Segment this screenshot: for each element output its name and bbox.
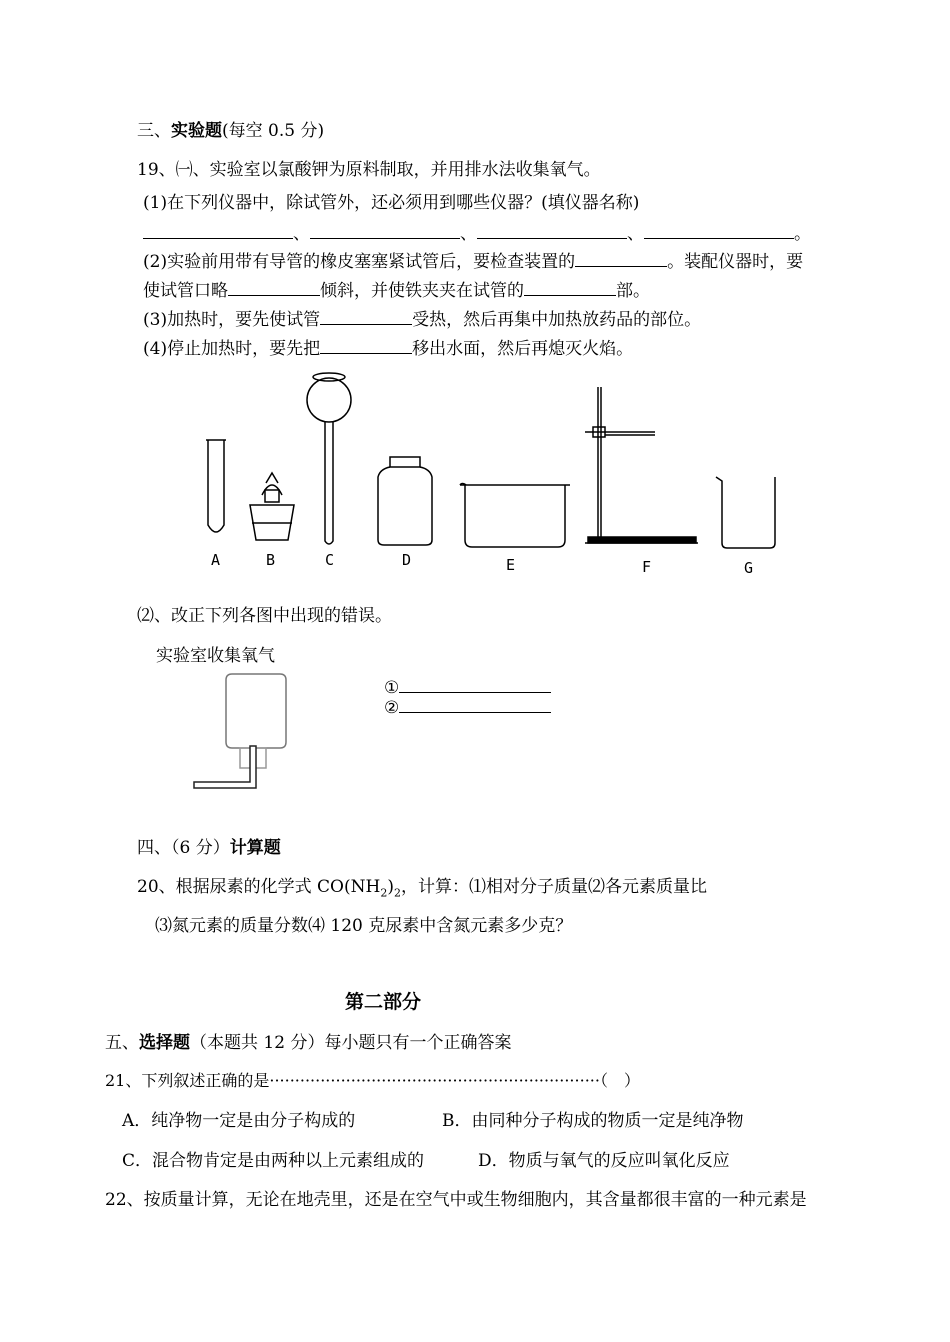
water-trough-icon — [460, 484, 570, 548]
section5-note: （本题共 12 分）每小题只有一个正确答案 — [190, 1033, 512, 1053]
label-a: A — [211, 551, 221, 569]
section4-score: （6 分） — [171, 838, 230, 858]
q19-intro: 19、㈠、实验室以氯酸钾为原料制取，并用排水法收集氧气。 — [137, 160, 601, 180]
q19-p2e: 部。 — [616, 281, 650, 301]
q21-option-c: C．混合物肯定是由两种以上元素组成的 — [122, 1151, 425, 1171]
delivery-tube-icon — [194, 746, 256, 788]
alcohol-lamp-icon — [250, 473, 294, 540]
beaker-icon — [716, 477, 775, 548]
answer-blank-4[interactable] — [644, 222, 794, 239]
q20-c: ，计算：⑴相对分子质量⑵各元素质量比 — [400, 877, 707, 897]
section3-num: 三、 — [137, 121, 171, 141]
section4-title: 计算题 — [229, 838, 281, 858]
gas-bottle-icon — [378, 457, 432, 545]
q19-p4 — [143, 337, 633, 360]
answer-blank-2[interactable] — [310, 222, 460, 239]
label-e: E — [506, 556, 516, 574]
label-b: B — [266, 551, 276, 569]
q19-p1-blanks — [143, 222, 811, 245]
section4-header — [137, 837, 281, 859]
inverted-bottle-icon — [226, 674, 286, 748]
q19-p3 — [143, 308, 701, 331]
label-c: C — [325, 551, 335, 569]
q19-part2: ⑵、改正下列各图中出现的错误。 — [137, 606, 392, 626]
q20-sub1: 2 — [380, 886, 388, 900]
correction-blank-2[interactable] — [399, 696, 551, 713]
answer-blank-9[interactable] — [320, 337, 412, 354]
q19-p2-line2 — [143, 279, 650, 302]
answer-blank-3[interactable] — [477, 222, 627, 239]
section3-note: (每空 0.5 分) — [222, 121, 325, 141]
q20-a: 20、根据尿素的化学式 CO(NH — [137, 877, 381, 897]
q20-sub2: 2 — [393, 886, 401, 900]
section4-num: 四、 — [137, 838, 171, 858]
figure-caption: 实验室收集氧气 — [156, 646, 275, 666]
q19-p3a: (3)加热时，要先使试管 — [143, 310, 321, 330]
q19-p3b: 受热，然后再集中加热放药品的部位。 — [412, 310, 702, 330]
q19-p2c: 使试管口略 — [143, 281, 228, 301]
separator: 、 — [627, 224, 644, 244]
q19-p2a: (2)实验前用带有导管的橡皮塞塞紧试管后，要检查装置的 — [143, 252, 576, 272]
section5-header — [105, 1032, 511, 1054]
q19-p2b: 。装配仪器时，要 — [667, 252, 804, 272]
label-d: D — [402, 551, 412, 569]
answer-blank-5[interactable] — [575, 250, 667, 267]
separator: 、 — [460, 224, 477, 244]
part-two-title: 第二部分 — [345, 991, 422, 1013]
q20-b: ) — [387, 877, 394, 897]
q21-option-b: B．由同种分子构成的物质一定是纯净物 — [442, 1111, 744, 1131]
q19-p4a: (4)停止加热时，要先把 — [143, 339, 321, 359]
section5-num: 五、 — [105, 1033, 139, 1053]
q19-p2-line1 — [143, 250, 803, 273]
q22-stem: 22、按质量计算，无论在地壳里，还是在空气中或生物细胞内，其含量都很丰富的一种元素是 — [105, 1190, 807, 1210]
correction-2 — [384, 696, 551, 719]
section3-header — [137, 120, 324, 142]
q21-option-d: D．物质与氧气的反应叫氧化反应 — [478, 1151, 730, 1171]
period: 。 — [794, 224, 811, 244]
answer-blank-1[interactable] — [143, 222, 293, 239]
test-tube-icon — [206, 440, 226, 532]
apparatus-figure — [180, 365, 800, 585]
section5-title: 选择题 — [139, 1033, 190, 1053]
separator: 、 — [293, 224, 310, 244]
circle-two: ② — [384, 698, 400, 718]
answer-blank-8[interactable] — [320, 308, 412, 325]
q21-stem: 21、下列叙述正确的是·································································（ ） — [105, 1071, 640, 1090]
iron-stand-icon — [585, 387, 698, 543]
q20-line2: ⑶氮元素的质量分数⑷ 120 克尿素中含氮元素多少克？ — [155, 916, 573, 936]
correction-blank-1[interactable] — [399, 676, 551, 693]
label-g: G — [744, 559, 754, 577]
section3-title: 实验题 — [171, 121, 222, 141]
label-f: F — [642, 558, 652, 576]
q19-p2d: 倾斜，并使铁夹夹在试管的 — [320, 281, 524, 301]
answer-blank-7[interactable] — [524, 279, 616, 296]
circle-one: ① — [384, 678, 400, 698]
answer-blank-6[interactable] — [228, 279, 320, 296]
round-flask-icon — [307, 373, 351, 544]
q21-option-a: A．纯净物一定是由分子构成的 — [122, 1111, 356, 1131]
collection-bottle-figure — [188, 668, 298, 798]
q19-p4b: 移出水面，然后再熄灭火焰。 — [412, 339, 634, 359]
q20-line1 — [137, 876, 707, 904]
q19-p1: (1)在下列仪器中，除试管外，还必须用到哪些仪器？(填仪器名称) — [143, 193, 640, 213]
